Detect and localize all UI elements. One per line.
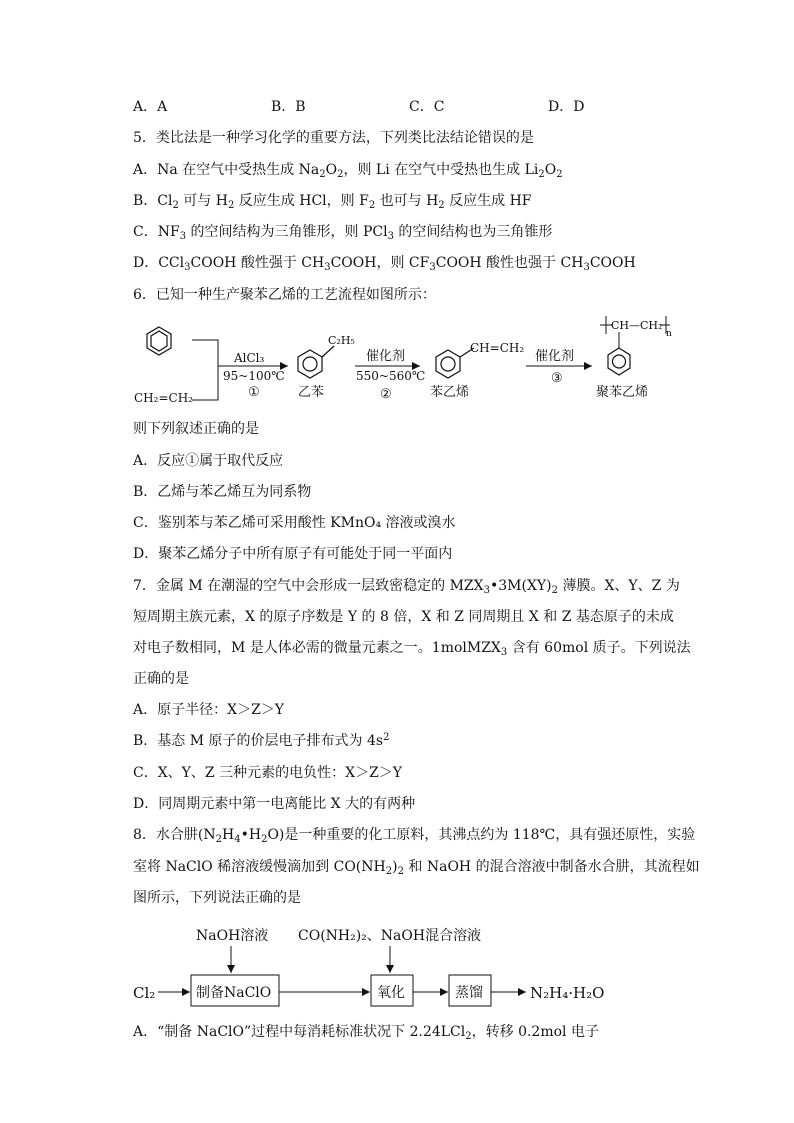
step3-catalyst: 催化剂 <box>535 349 575 364</box>
step1-catalyst: AlCl₃ <box>234 351 265 365</box>
step2-catalyst: 催化剂 <box>366 349 406 364</box>
q8-hydrazine-flow-diagram <box>130 918 630 1013</box>
vinyl-group: CH=CH₂ <box>470 341 525 355</box>
q8-option-a: A．“制备 NaClO”过程中每消耗标准状况下 2.24LCl$_2$，转移 0.2mol 电子 <box>133 1024 599 1042</box>
q7-stem-line-4: 正确的是 <box>133 671 189 687</box>
q6-lead: 则下列叙述正确的是 <box>133 421 259 437</box>
q4-option-b: B．B <box>271 99 306 115</box>
reactants-bracket <box>192 340 218 400</box>
step3-number: ③ <box>551 371 563 386</box>
polystyrene-ring-icon <box>608 348 630 375</box>
q6-option-d: D．聚苯乙烯分子中所有原子有可能处于同一平面内 <box>133 546 453 562</box>
styrene-label: 苯乙烯 <box>430 385 470 400</box>
q5-option-d: D．CCl$_3$COOH 酸性强于 $CH_3COOH$，则 $CF_3COOH$ 酸性也强于 $CH_3COOH$ <box>133 255 636 273</box>
q7-option-b: B．基态 M 原子的价层电子排布式为 $4s^2$ <box>133 732 390 749</box>
q4-option-d: D．D <box>548 99 585 115</box>
chlorine-label: Cl₂ <box>133 984 156 1002</box>
step1-temperature: 95~100℃ <box>223 369 285 383</box>
step2-number: ② <box>380 387 392 402</box>
q4-option-c: C．C <box>409 99 445 115</box>
prepare-naclo-label: 制备NaClO <box>196 985 272 1001</box>
q6-option-a: A．反应①属于取代反应 <box>133 453 284 469</box>
ethylbenzene-label: 乙苯 <box>298 385 325 400</box>
q7-option-a: A．原子半径：X＞Z＞Y <box>133 702 285 718</box>
q7-option-d: D．同周期元素中第一电离能比 X 大的有两种 <box>133 796 416 812</box>
ethylene-label: CH₂=CH₂ <box>134 391 193 405</box>
q8-stem-line-2: 室将 NaClO 稀溶液缓慢滴加到 $CO(NH_2)_2$ 和 NaOH 的混合溶液中制备水合肼，其流程如 <box>133 859 700 877</box>
step1-number: ① <box>248 385 260 400</box>
q6-option-b: B．乙烯与苯乙烯互为同系物 <box>133 484 312 500</box>
oxidation-label: 氧化 <box>377 985 405 1001</box>
q5-stem: 5．类比法是一种学习化学的重要方法，下列类比法结论错误的是 <box>133 130 534 146</box>
q5-option-b: B．$Cl_2$ 可与 $H_2$ 反应生成 HCl，则 $F_2$ 也可与 $H_2$ 反应生成 HF <box>133 193 532 211</box>
ethylbenzene-ring-icon <box>298 346 334 378</box>
q6-option-c: C．鉴别苯与苯乙烯可采用酸性 KMnO₄ 溶液或溴水 <box>133 515 456 531</box>
q6-polystyrene-flow-diagram <box>130 312 670 407</box>
polystyrene-label: 聚苯乙烯 <box>596 385 649 400</box>
polymer-n: n <box>666 329 672 339</box>
q7-stem-line-1: 7．金属 M 在潮湿的空气中会形成一层致密稳定的 $MZX_3•3M(XY)_2$ 薄膜。X、Y、Z 为 <box>133 578 680 596</box>
q7-stem-line-2: 短周期主族元素，X 的原子序数是 Y 的 8 倍，X 和 Z 同周期且 X 和 Z 基态原子的未成 <box>133 609 674 625</box>
q7-stem-line-3: 对电子数相同，M 是人体必需的微量元素之一。1molMZX$_3$ 含有 60mol 质子。下列说法 <box>133 640 691 658</box>
q5-option-a: A．Na 在空气中受热生成 $Na_2O_2$，则 Li 在空气中受热也生成 $Li_2O_2$ <box>133 162 563 180</box>
mixed-solution-label: CO(NH₂)₂、NaOH混合溶液 <box>298 928 482 944</box>
ethyl-group: C₂H₅ <box>328 334 355 347</box>
q7-option-c: C．X、Y、Z 三种元素的电负性：X＞Z＞Y <box>133 765 403 781</box>
step2-temperature: 550~560℃ <box>356 369 426 383</box>
benzene-ring-icon <box>147 327 171 355</box>
q6-stem: 6．已知一种生产聚苯乙烯的工艺流程如图所示： <box>133 287 436 303</box>
q4-option-a: A．A <box>133 99 168 115</box>
hydrazine-hydrate-label: N₂H₄·H₂O <box>530 984 605 1002</box>
styrene-ring-icon <box>436 348 474 378</box>
naoh-solution-label: NaOH溶液 <box>196 928 269 944</box>
q5-option-c: C．$NF_3$ 的空间结构为三角锥形，则 PCl$_3$ 的空间结构也为三角锥形 <box>133 224 553 242</box>
q8-stem-line-1: 8．水合肼$(N_2H_4•H_2O)$是一种重要的化工原料，其沸点约为 118℃，具有强还原性，实验 <box>133 827 696 845</box>
distillation-label: 蒸馏 <box>455 985 483 1001</box>
q8-stem-line-3: 图所示，下列说法正确的是 <box>133 890 301 906</box>
polymer-backbone: CH—CH₂ <box>611 319 663 332</box>
